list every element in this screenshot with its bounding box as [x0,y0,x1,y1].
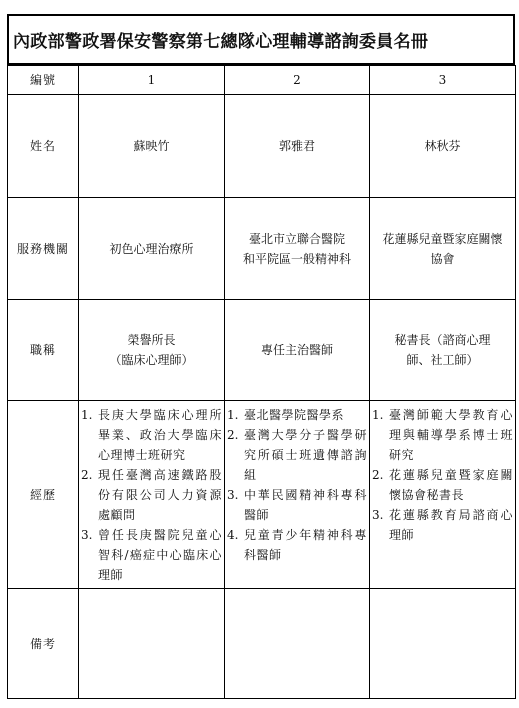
member-1-number: 1 [79,66,225,95]
member-2-agency [225,198,370,300]
member-2-position-line: 專任主治醫師 [260,343,333,357]
member-1-agency-line: 初色心理治療所 [109,241,194,256]
experience-item: 2. 現任臺灣高速鐵路股份有限公司人力資源處顧問 [81,468,222,522]
row-remarks [8,589,516,699]
label-position: 職稱 [8,300,79,401]
member-1-position-line-1: 榮譽所長 [127,333,176,347]
row-agency [8,198,516,300]
experience-item: 3. 曾任長庚醫院兒童心智科/癌症中心臨床心理師 [81,528,222,582]
row-number [8,66,516,95]
experience-item: 1. 臺北醫學院醫學系 [227,408,345,422]
member-2-remarks [225,589,370,699]
experience-item: 1. 長庚大學臨床心理所畢業、政治大學臨床心理博士班研究 [81,408,222,462]
member-2-agency-line-1: 臺北市立聯合醫院 [248,231,345,246]
member-3-position-line-1: 秘書長（諮商心理 [394,333,491,347]
experience-list [372,405,513,545]
member-1-position [79,300,225,401]
roster-title: 內政部警政署保安警察第七總隊心理輔導諮詢委員名冊 [7,14,515,65]
member-2-position [225,300,370,401]
member-2-agency-line-2: 和平院區一般精神科 [242,251,351,266]
member-3-name: 林秋芬 [370,95,516,198]
member-3-number: 3 [370,66,516,95]
row-name [8,95,516,198]
member-1-position-line-2: （臨床心理師） [109,353,194,367]
experience-item: 4. 兒童青少年精神科專科醫師 [227,528,367,562]
member-1-experience [79,401,225,589]
member-3-remarks [370,589,516,699]
experience-item: 2. 花蓮縣兒童暨家庭關懷協會秘書長 [372,468,513,502]
member-2-number: 2 [225,66,370,95]
label-name: 姓名 [8,95,79,198]
member-2-name: 郭雅君 [225,95,370,198]
member-3-position-line-2: 師、社工師） [406,353,479,367]
experience-item: 3. 中華民國精神科專科醫師 [227,488,367,522]
experience-item: 2. 臺灣大學分子醫學研究所碩士班遺傳諮詢組 [227,428,367,482]
member-roster [7,14,515,699]
member-3-agency-line-1: 花蓮縣兒童暨家庭關懷 [382,231,503,246]
member-3-position [370,300,516,401]
label-remarks: 備考 [8,589,79,699]
label-agency: 服務機關 [8,198,79,300]
member-3-agency [370,198,516,300]
member-1-agency [79,198,225,300]
member-3-agency-line-2: 協會 [430,251,455,266]
member-2-experience [225,401,370,589]
label-number: 編號 [8,66,79,95]
experience-list [227,405,367,565]
row-position [8,300,516,401]
experience-item: 3. 花蓮縣教育局諮商心理師 [372,508,513,542]
experience-list [81,405,222,585]
experience-item: 1. 臺灣師範大學教育心理與輔導學系博士班研究 [372,408,513,462]
roster-table [7,65,516,699]
member-1-remarks [79,589,225,699]
member-3-experience [370,401,516,589]
member-1-name: 蘇映竹 [79,95,225,198]
label-experience: 經歷 [8,401,79,589]
row-experience [8,401,516,589]
